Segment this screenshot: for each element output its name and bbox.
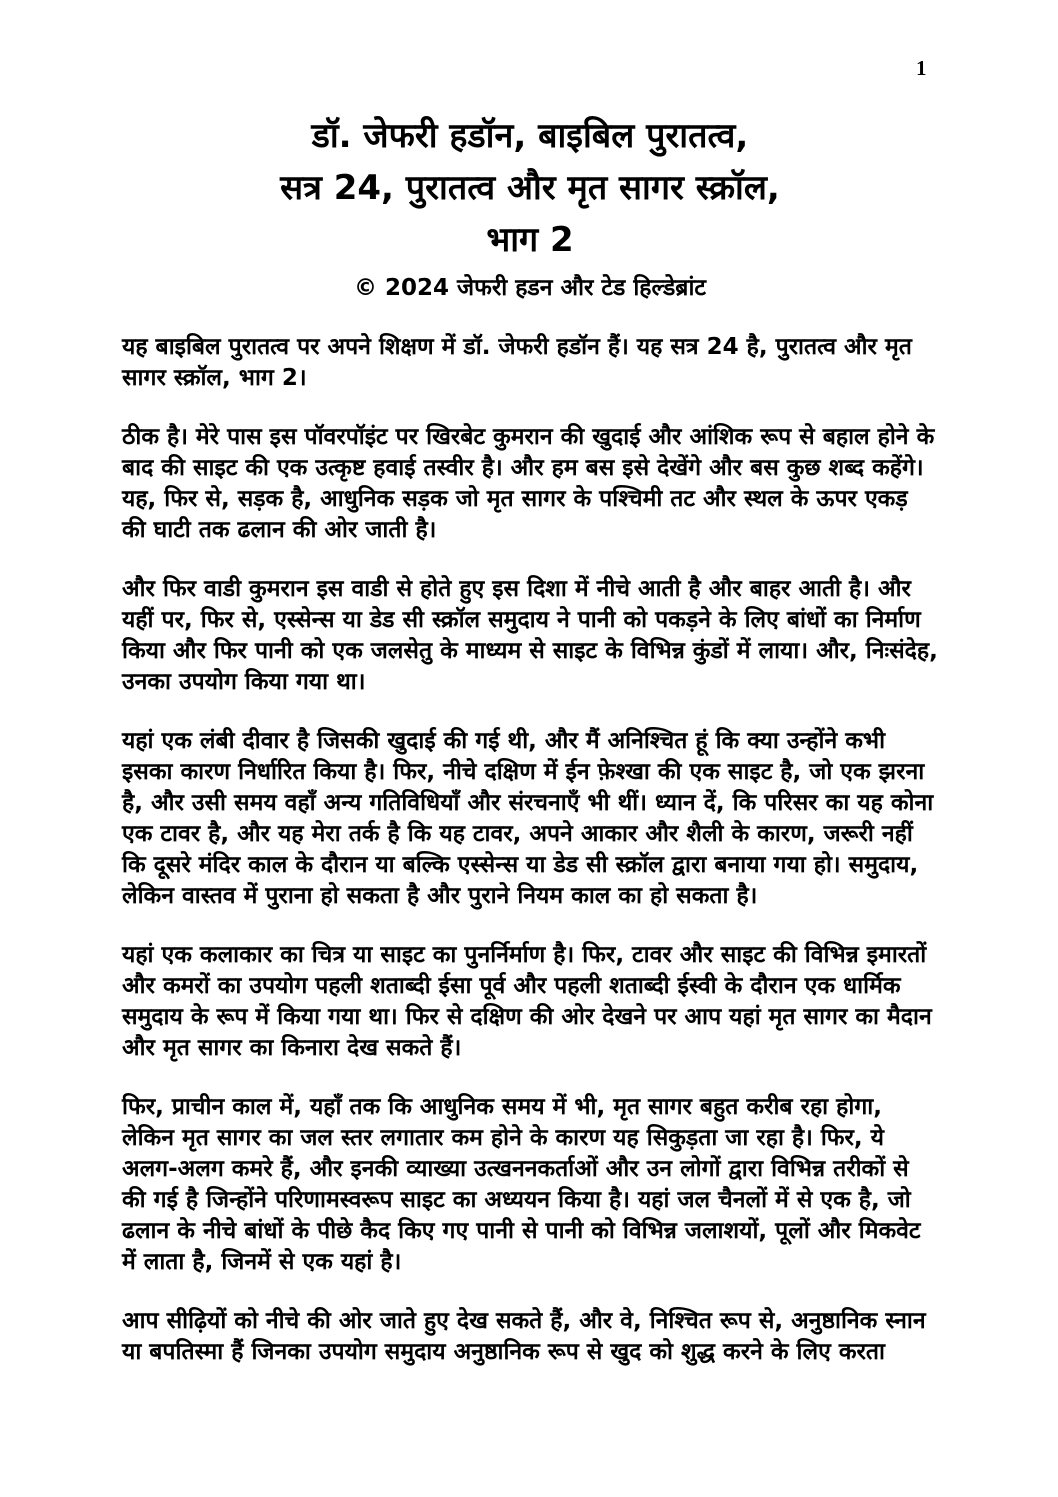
paragraph-3: और फिर वाडी कुमरान इस वाडी से होते हुए इस दिशा में नीचे आती है और बाहर आती है। और यहीं पर, फिर से, एस्सेन्स या डेड सी स्क्रॉल समुदाय ने पानी को पकड़ने के लिए बांधों का निर्माण किया और फिर पानी को एक जलसेतु के माध्यम से साइट के विभिन्न कुंडों में लाया। और, निःसंदेह, उनका उपयोग किया गया था। (122, 576, 938, 695)
paragraph-1: यह बाइबिल पुरातत्व पर अपने शिक्षण में डॉ. जेफरी हडॉन हैं। यह सत्र 24 है, पुरातत्व और मृत सागर स्क्रॉल, भाग 2। (122, 334, 912, 391)
paragraph-2: ठीक है। मेरे पास इस पॉवरपॉइंट पर खिरबेट कुमरान की खुदाई और आंशिक रूप से बहाल होने के बाद की साइट की एक उत्कृष्ट हवाई तस्वीर है। और हम बस इसे देखेंगे और बस कुछ शब्द कहेंगे। यह, फिर से, सड़क है, आधुनिक सड़क जो मृत सागर के पश्चिमी तट और स्थल के ऊपर एकड़ की घाटी तक ढलान की ओर जाती है। (122, 424, 935, 543)
paragraph-4: यहां एक लंबी दीवार है जिसकी खुदाई की गई थी, और मैं अनिश्चित हूं कि क्या उन्होंने कभी इसका कारण निर्धारित किया है। फिर, नीचे दक्षिण में ईन फ़ेश्खा की एक साइट है, जो एक झरना है, और उसी समय वहाँ अन्य गतिविधियाँ और संरचनाएँ भी थीं। ध्यान दें, कि परिसर का यह कोना एक टावर है, और यह मेरा तर्क है कि यह टावर, अपने आकार और शैली के कारण, जरूरी नहीं कि दूसरे मंदिर काल के दौरान या बल्कि एस्सेन्स या डेड सी स्क्रॉल द्वारा बनाया गया हो। समुदाय, लेकिन वास्तव में पुराना हो सकता है और पुराने नियम काल का हो सकता है। (122, 728, 934, 909)
title-line-2: सत्र 24, पुरातत्व और मृत सागर स्क्रॉल, (280, 168, 780, 208)
page-number: 1 (916, 56, 927, 80)
paragraph-7: आप सीढ़ियों को नीचे की ओर जाते हुए देख सकते हैं, और वे, निश्चित रूप से, अनुष्ठानिक स्नान या बपतिस्मा हैं जिनका उपयोग समुदाय अनुष्ठानिक रूप से खुद को शुद्ध करने के लिए करता (122, 1308, 926, 1365)
document-content (122, 110, 938, 1368)
title-line-1: डॉ. जेफरी हडॉन, बाइबिल पुरातत्व, (311, 116, 749, 156)
paragraph-6: फिर, प्राचीन काल में, यहाँ तक कि आधुनिक समय में भी, मृत सागर बहुत करीब रहा होगा, लेकिन मृत सागर का जल स्तर लगातार कम होने के कारण यह सिकुड़ता जा रहा है। फिर, ये अलग-अलग कमरे हैं, और इनकी व्याख्या उत्खननकर्ताओं और उन लोगों द्वारा विभिन्न तरीकों से की गई है जिन्होंने परिणामस्वरूप साइट का अध्ययन किया है। यहां जल चैनलों में से एक है, जो ढलान के नीचे बांधों के पीछे कैद किए गए पानी से पानी को विभिन्न जलाशयों, पूलों और मिकवेट में लाता है, जिनमें से एक यहां है। (122, 1094, 921, 1275)
document-title (122, 110, 938, 266)
title-line-3: भाग 2 (486, 220, 574, 260)
copyright-line: © 2024 जेफरी हडन और टेड हिल्डेब्रांट (354, 275, 706, 301)
paragraph-5: यहां एक कलाकार का चित्र या साइट का पुनर्निर्माण है। फिर, टावर और साइट की विभिन्न इमारतों और कमरों का उपयोग पहली शताब्दी ईसा पूर्व और पहली शताब्दी ईस्वी के दौरान एक धार्मिक समुदाय के रूप में किया गया था। फिर से दक्षिण की ओर देखने पर आप यहां मृत सागर का मैदान और मृत सागर का किनारा देख सकते हैं। (122, 942, 932, 1061)
